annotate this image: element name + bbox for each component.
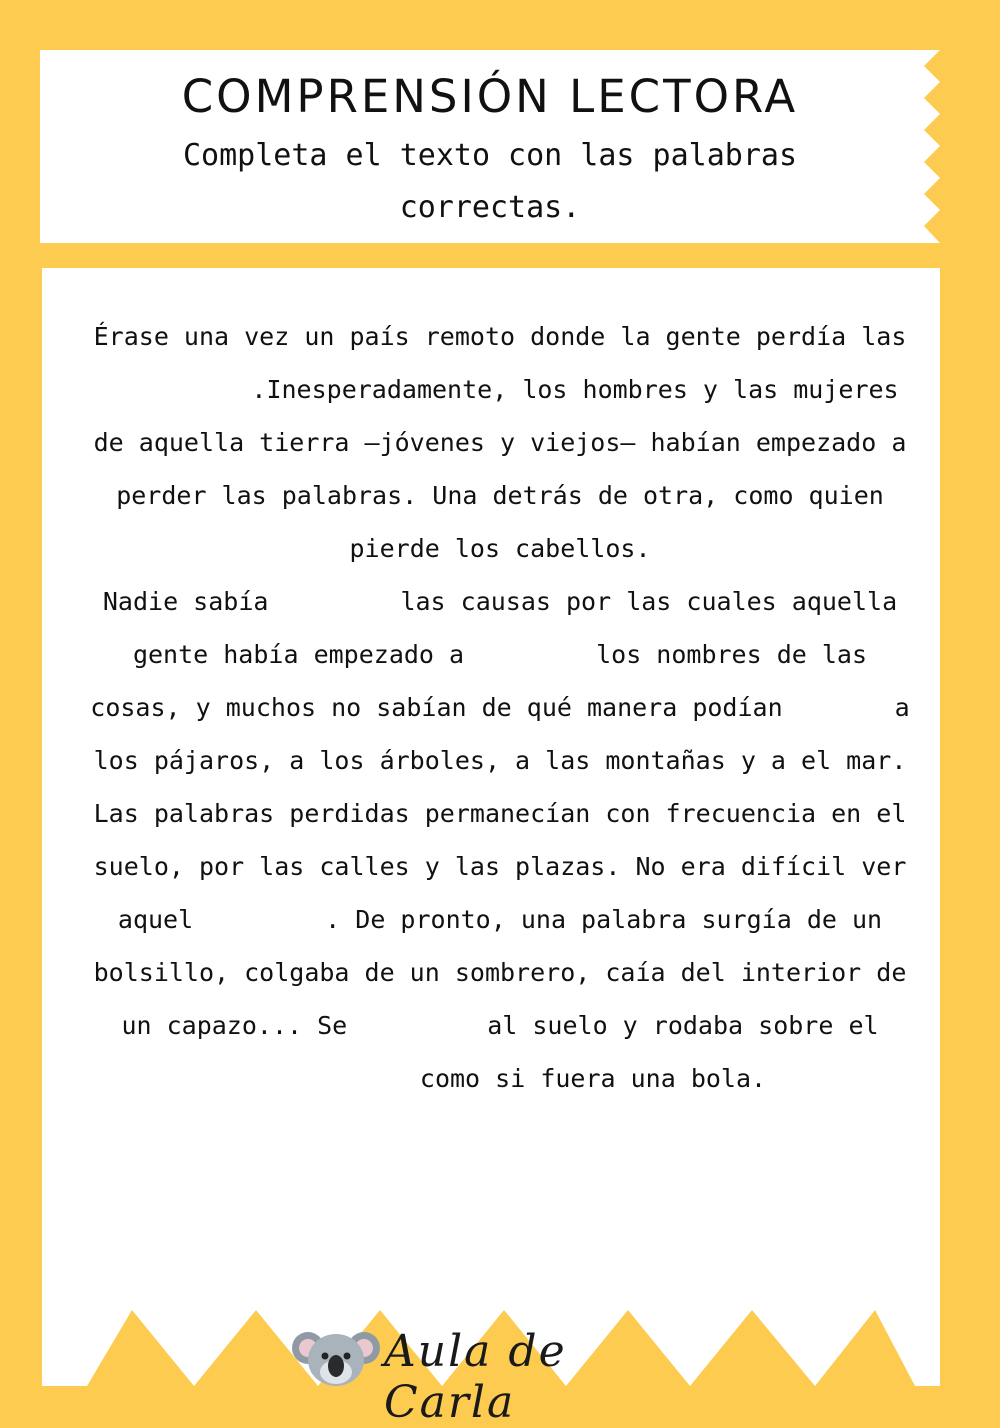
text-segment: como si fuera una bola. [419,1064,767,1093]
text-segment: . De pronto, una palabra surgía de un bolsillo, colgaba de un sombrero, caía del interior de un capazo... Se [93,905,907,1040]
brand-logo [292,1322,712,1428]
instructions: Completa el texto con las palabras correctas. [182,138,798,225]
page-title: COMPRENSIÓN LECTORA [181,70,799,123]
text-segment: .Inesperadamente, los hombres y las mujeres de aquella tierra –jóvenes y viejos– habían empezado a perder las palabras. Una detrás de otra, como quien pierde los cabellos. [93,375,907,563]
brand-name: Aula de Carla [384,1326,567,1428]
paragraph-3 [90,787,910,1105]
text-segment: Nadie sabía [102,587,269,616]
text-segment: a los pájaros, a los árboles, a las montañas y a el mar. [93,693,910,775]
text-segment: las causas por las cuales aquella gente había empezado a [132,587,898,669]
text-segment: Las palabras perdidas permanecían con frecuencia en el suelo, por las calles y las plazas. No era difícil ver aquel [93,799,907,934]
text-segment: los nombres de las cosas, y muchos no sabían de qué manera podían [90,640,868,722]
reading-passage [90,310,910,1105]
paragraph-2 [90,575,910,787]
text-segment: Érase una vez un país remoto donde la gente perdía las [93,322,907,351]
text-segment: al suelo y rodaba sobre el [487,1011,879,1040]
koala-icon [292,1322,380,1388]
paragraph-1 [90,310,910,575]
